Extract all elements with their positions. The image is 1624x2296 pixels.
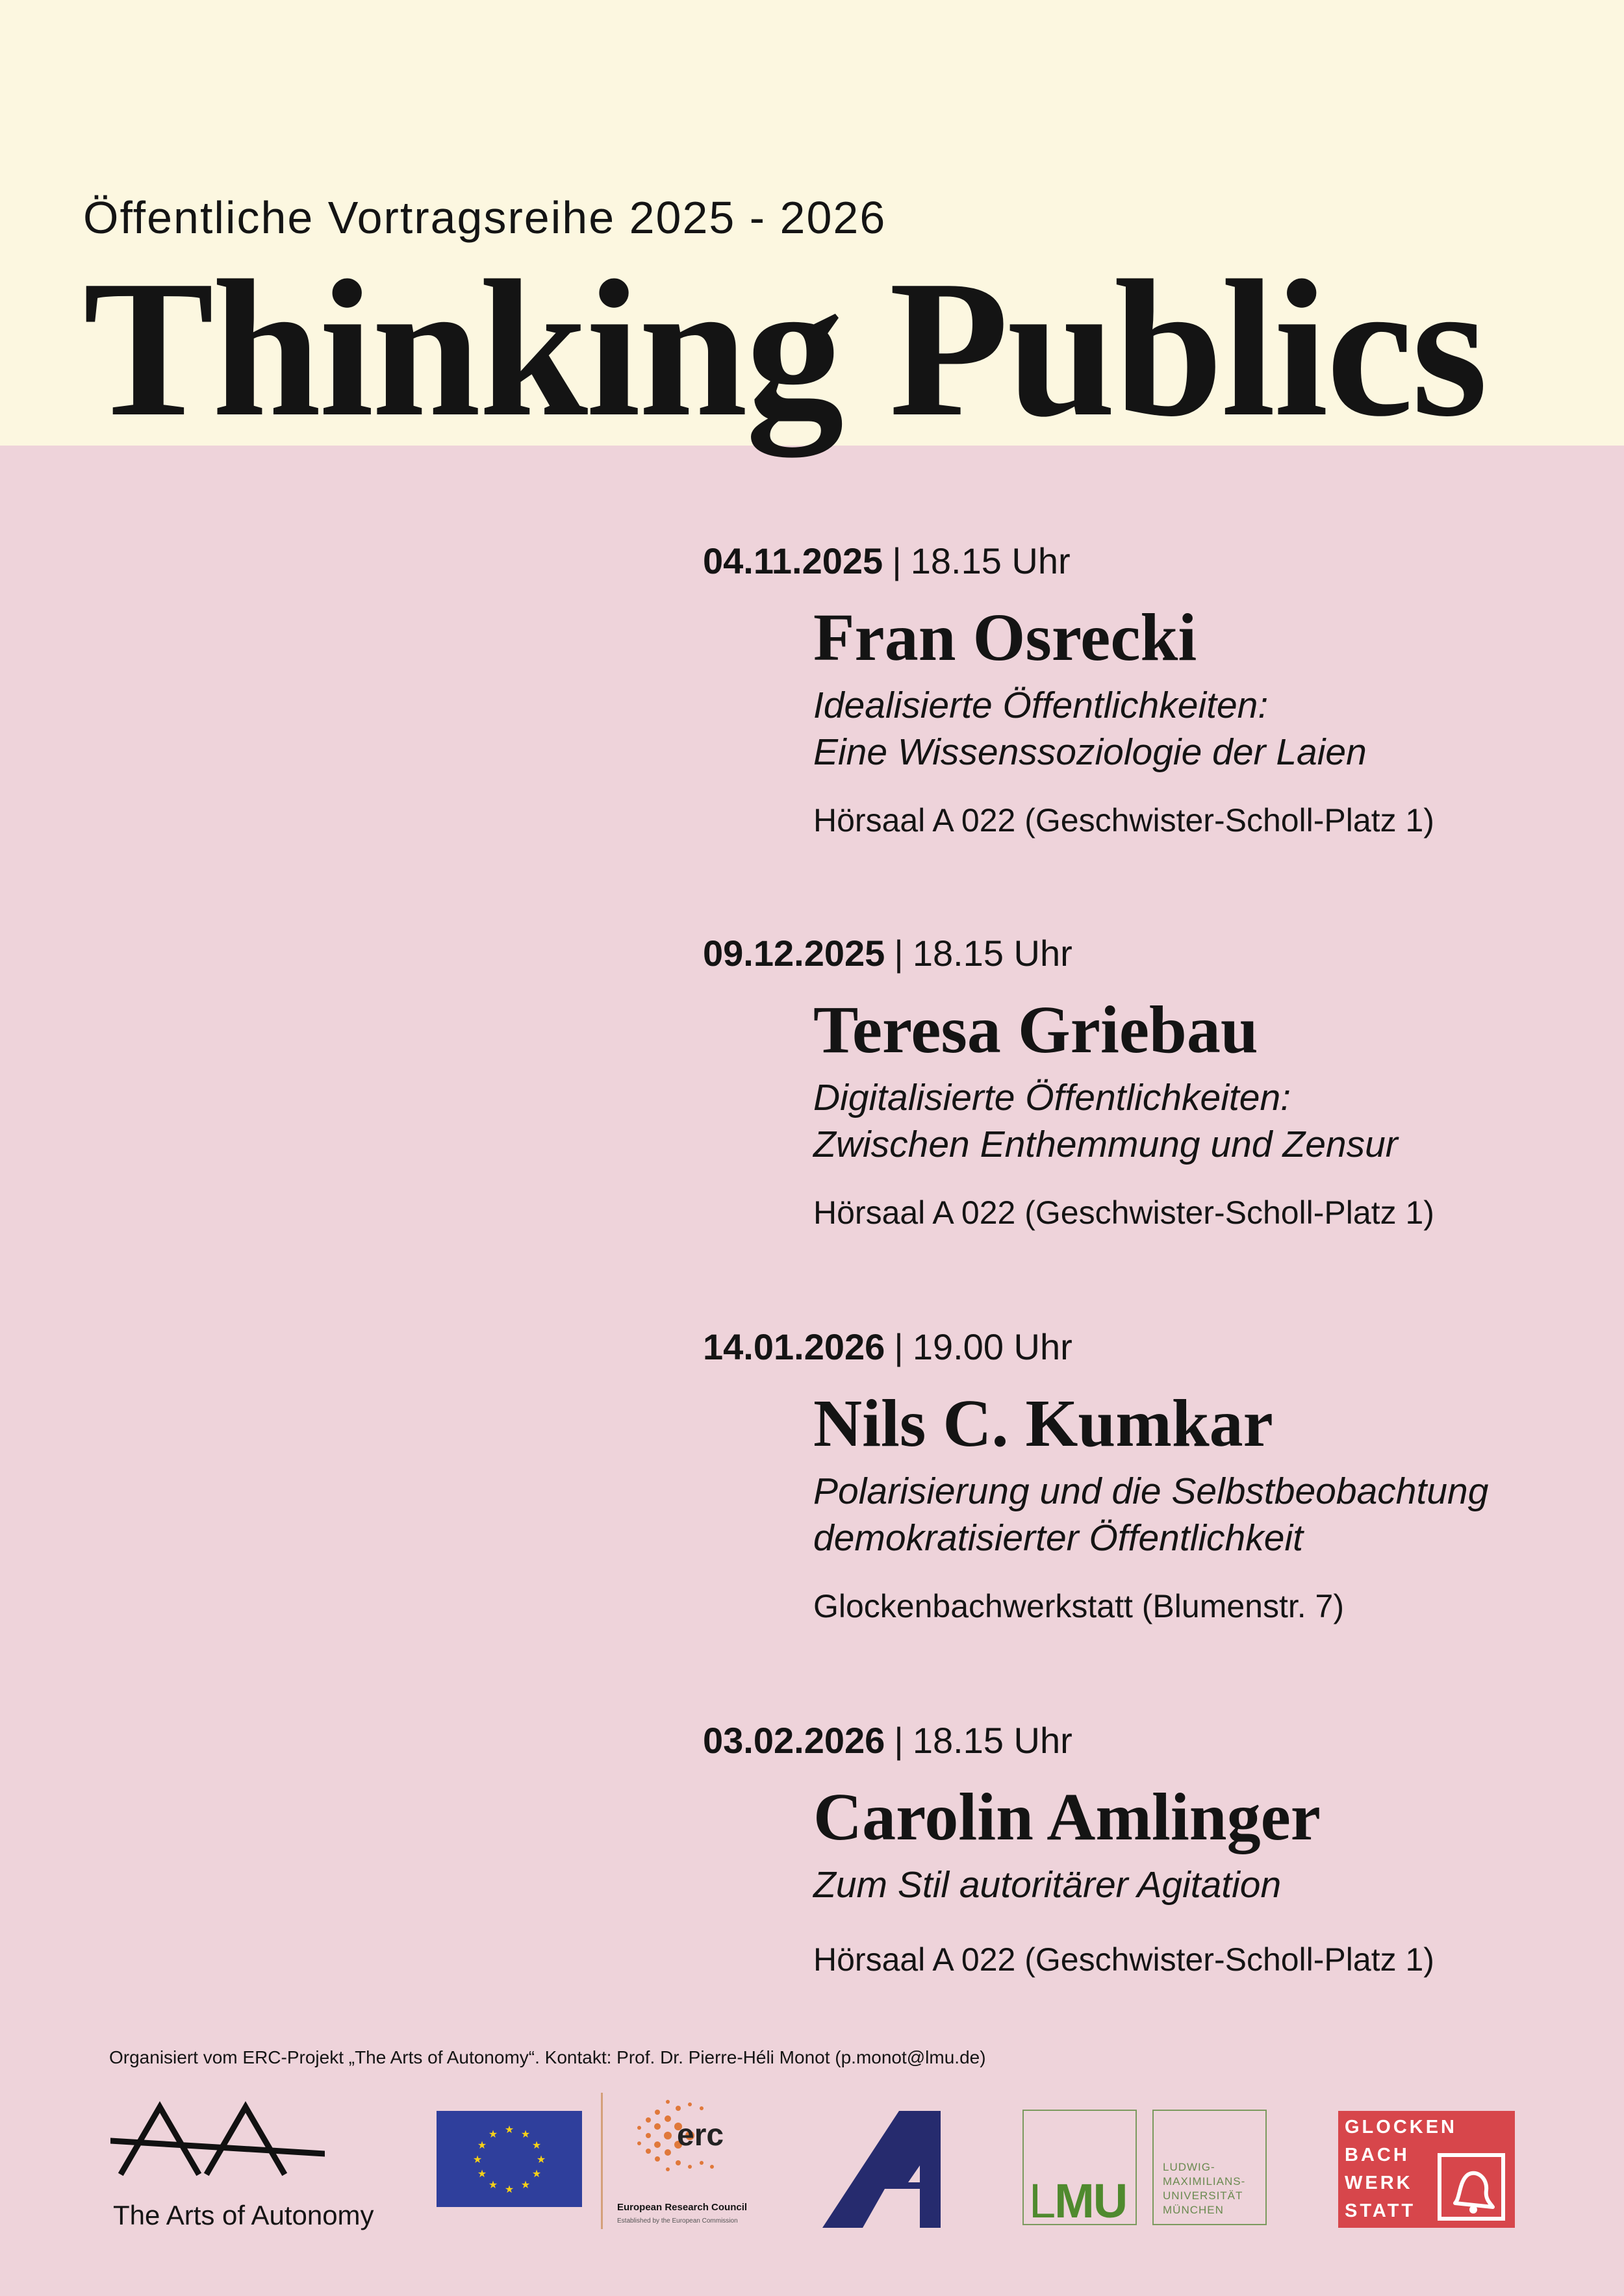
speaker-name: Nils C. Kumkar: [813, 1386, 1273, 1461]
logo-divider: [601, 2093, 603, 2229]
aa-mark-icon: [110, 2099, 325, 2177]
event-location: Hörsaal A 022 (Geschwister-Scholl-Platz 1): [813, 802, 1434, 839]
event-item: [703, 1722, 1593, 1976]
erc-subtitle: Established by the European Commission: [617, 2217, 738, 2225]
speaker-name: Carolin Amlinger: [813, 1780, 1321, 1854]
svg-text:★: ★: [520, 2178, 531, 2191]
event-time: 18.15 Uhr: [912, 933, 1072, 974]
series-label: Öffentliche Vortragsreihe 2025 - 2026: [83, 192, 887, 243]
talk-title-line: Polarisierung und die Selbstbeobachtung: [813, 1470, 1489, 1512]
svg-text:★: ★: [488, 2178, 498, 2191]
organizer-note: Organisiert vom ERC-Projekt „The Arts of Autonomy“. Kontakt: Prof. Dr. Pierre-Héli Monot (p.monot@lmu.de): [109, 2047, 986, 2067]
svg-text:★: ★: [477, 2139, 487, 2151]
a-emblem-logo: [822, 2111, 941, 2228]
talk-title-line: demokratisierter Öffentlichkeit: [813, 1517, 1303, 1559]
bell-icon: [1436, 2151, 1507, 2223]
event-time: 18.15 Uhr: [910, 540, 1071, 581]
event-date: 04.11.2025: [703, 540, 883, 581]
talk-title: [813, 1861, 1593, 1908]
svg-text:★: ★: [504, 2183, 514, 2195]
erc-wordmark: erc: [677, 2118, 724, 2152]
glockenbach-wordmark: GLOCKEN BACH WERK STATT: [1345, 2117, 1457, 2221]
event-location: Glockenbachwerkstatt (Blumenstr. 7): [813, 1588, 1344, 1624]
separator: |: [894, 1720, 904, 1761]
event-location: Hörsaal A 022 (Geschwister-Scholl-Platz 1): [813, 1194, 1434, 1231]
event-date: 09.12.2025: [703, 933, 885, 974]
speaker-name: Fran Osrecki: [813, 600, 1197, 675]
lmu-mark: [1022, 2110, 1137, 2228]
a-emblem-icon: [822, 2111, 941, 2228]
lmu-name-box: [1152, 2110, 1267, 2225]
erc-name: European Research Council: [617, 2202, 748, 2213]
talk-title-line: Digitalisierte Öffentlichkeiten:: [813, 1077, 1291, 1118]
arts-of-autonomy-logo: [110, 2099, 394, 2236]
event-time: 19.00 Uhr: [912, 1326, 1072, 1367]
arts-of-autonomy-name: The Arts of Autonomy: [113, 2200, 374, 2230]
eu-flag-logo: [437, 2111, 582, 2207]
svg-text:★: ★: [536, 2153, 546, 2165]
event-date: 03.02.2026: [703, 1720, 885, 1761]
event-time: 18.15 Uhr: [912, 1720, 1072, 1761]
event-item: [703, 540, 1593, 839]
svg-text:★: ★: [477, 2167, 487, 2180]
lmu-logo: [1022, 2110, 1271, 2228]
event-datetime: [703, 1722, 1593, 1759]
svg-text:★: ★: [531, 2139, 542, 2151]
svg-text:★: ★: [488, 2128, 498, 2140]
talk-title-line: Eine Wissenssoziologie der Laien: [813, 731, 1367, 773]
lmu-letters: LMU: [1029, 2174, 1127, 2228]
talk-title: [813, 1468, 1593, 1561]
erc-logo: [613, 2090, 767, 2232]
event-datetime: [703, 1326, 1593, 1367]
lmu-name: LUDWIG- MAXIMILIANS- UNIVERSITÄT MÜNCHEN: [1163, 2161, 1246, 2216]
eu-stars-icon: [437, 2111, 582, 2207]
glockenbachwerkstatt-logo: [1338, 2111, 1515, 2228]
event-item: [703, 1326, 1593, 1624]
event-datetime: [703, 540, 1593, 581]
separator: |: [894, 933, 904, 974]
svg-text:★: ★: [504, 2123, 514, 2136]
talk-title: [813, 682, 1593, 776]
event-item: [703, 935, 1593, 1229]
svg-text:★: ★: [520, 2128, 531, 2140]
talk-title-line: Zwischen Enthemmung und Zensur: [813, 1124, 1398, 1165]
talk-title-line: Idealisierte Öffentlichkeiten:: [813, 685, 1269, 726]
talk-title-line: Zum Stil autoritärer Agitation: [813, 1864, 1282, 1906]
separator: |: [894, 1326, 904, 1367]
event-date: 14.01.2026: [703, 1326, 885, 1367]
speaker-name: Teresa Griebau: [813, 992, 1258, 1067]
page-title: Thinking Publics: [83, 240, 1486, 457]
separator: |: [892, 540, 902, 581]
svg-text:★: ★: [472, 2153, 483, 2165]
talk-title: [813, 1074, 1593, 1168]
event-location: Hörsaal A 022 (Geschwister-Scholl-Platz 1): [813, 1941, 1434, 1978]
svg-text:★: ★: [531, 2167, 542, 2180]
event-datetime: [703, 935, 1593, 972]
